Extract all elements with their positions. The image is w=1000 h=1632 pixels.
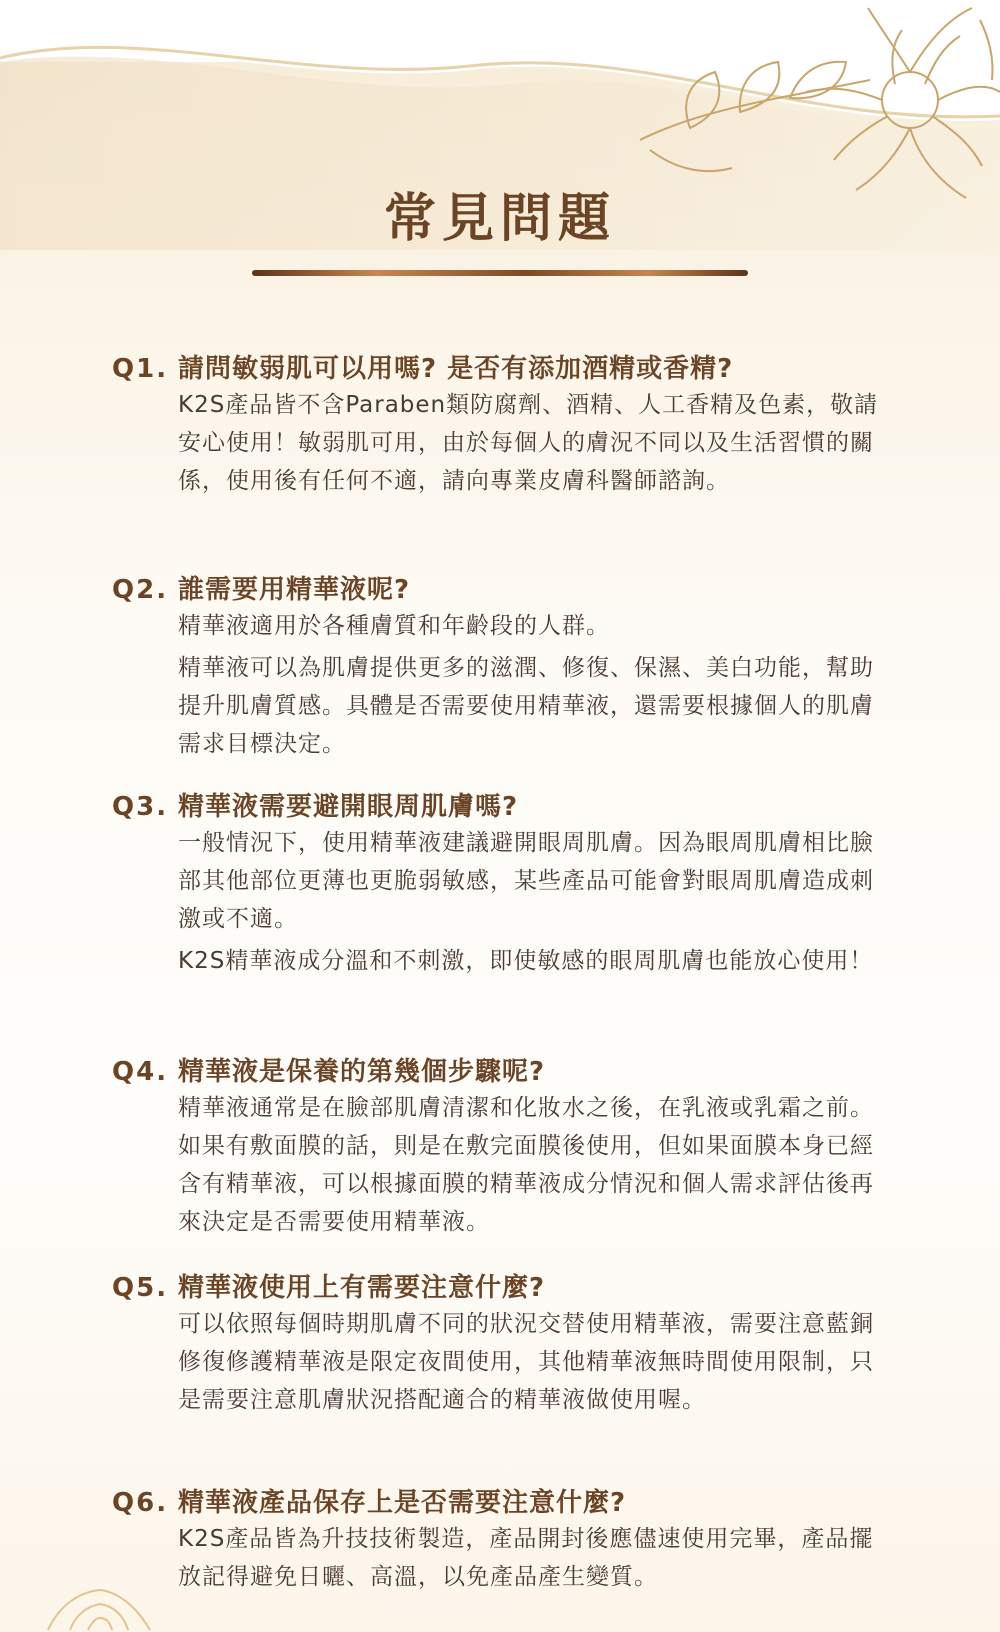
faq-item-q4 xyxy=(112,1055,892,1241)
faq-question: 精華液使用上有需要注意什麼? xyxy=(178,1273,546,1303)
faq-number: Q6. xyxy=(112,1488,169,1518)
faq-number: Q3. xyxy=(112,792,169,822)
faq-question: 精華液需要避開眼周肌膚嗎? xyxy=(178,792,519,822)
faq-answer-paragraph: 精華液通常是在臉部肌膚清潔和化妝水之後，在乳液或乳霜之前。如果有敷面膜的話，則是在敷完面膜後使用，但如果面膜本身已經含有精華液，可以根據面膜的精華液成分情況和個人需求評估後再來決定是否需要使用精華液。 xyxy=(178,1095,874,1235)
faq-answer xyxy=(178,1520,890,1596)
faq-answer xyxy=(178,1089,890,1241)
faq-item-q6 xyxy=(112,1486,892,1596)
faq-question: 請問敏弱肌可以用嗎? 是否有添加酒精或香精? xyxy=(178,354,734,384)
faq-question: 精華液是保養的第幾個步驟呢? xyxy=(178,1057,546,1087)
faq-question: 精華液產品保存上是否需要注意什麼? xyxy=(178,1488,627,1518)
faq-question-row xyxy=(112,352,892,386)
faq-question-row xyxy=(112,790,892,824)
faq-question-row xyxy=(112,1271,892,1305)
faq-answer-paragraph: K2S產品皆不含Paraben類防腐劑、酒精、人工香精及色素，敬請安心使用！敏弱肌可用，由於每個人的膚況不同以及生活習慣的關係，使用後有任何不適，請向專業皮膚科醫師諮詢。 xyxy=(178,392,879,494)
faq-item-q5 xyxy=(112,1271,892,1419)
faq-number: Q2. xyxy=(112,575,169,605)
faq-question-row xyxy=(112,1055,892,1089)
faq-answer-paragraph: 一般情況下，使用精華液建議避開眼周肌膚。因為眼周肌膚相比臉部其他部位更薄也更脆弱敏感，某些產品可能會對眼周肌膚造成刺激或不適。 xyxy=(178,830,874,932)
faq-answer xyxy=(178,607,890,763)
page-title: 常見問題 xyxy=(383,189,616,249)
faq-answer-paragraph: K2S精華液成分溫和不刺激，即使敏感的眼周肌膚也能放心使用！ xyxy=(178,948,874,974)
faq-question-row xyxy=(112,1486,892,1520)
faq-answer-paragraph: 可以依照每個時期肌膚不同的狀況交替使用精華液，需要注意藍銅修復修護精華液是限定夜間使用，其他精華液無時間使用限制，只是需要注意肌膚狀況搭配適合的精華液做使用喔。 xyxy=(178,1311,874,1413)
faq-answer xyxy=(178,824,890,980)
faq-question-row xyxy=(112,573,892,607)
faq-number: Q1. xyxy=(112,354,169,384)
faq-item-q2 xyxy=(112,573,892,763)
faq-item-q1 xyxy=(112,352,892,500)
faq-answer xyxy=(178,1305,890,1419)
faq-answer xyxy=(178,386,890,500)
faq-answer-paragraph: K2S產品皆為升技技術製造，產品開封後應儘速使用完畢，產品擺放記得避免日曬、高溫，以免產品產生變質。 xyxy=(178,1526,874,1590)
faq-answer-paragraph: 精華液可以為肌膚提供更多的滋潤、修復、保濕、美白功能，幫助提升肌膚質感。具體是否需要使用精華液，還需要根據個人的肌膚需求目標決定。 xyxy=(178,655,874,757)
faq-item-q3 xyxy=(112,790,892,980)
decorative-bottom-flower xyxy=(40,1582,160,1632)
faq-question: 誰需要用精華液呢? xyxy=(178,575,411,605)
faq-answer-paragraph: 精華液適用於各種膚質和年齡段的人群。 xyxy=(178,613,610,639)
faq-number: Q5. xyxy=(112,1273,169,1303)
faq-number: Q4. xyxy=(112,1057,169,1087)
